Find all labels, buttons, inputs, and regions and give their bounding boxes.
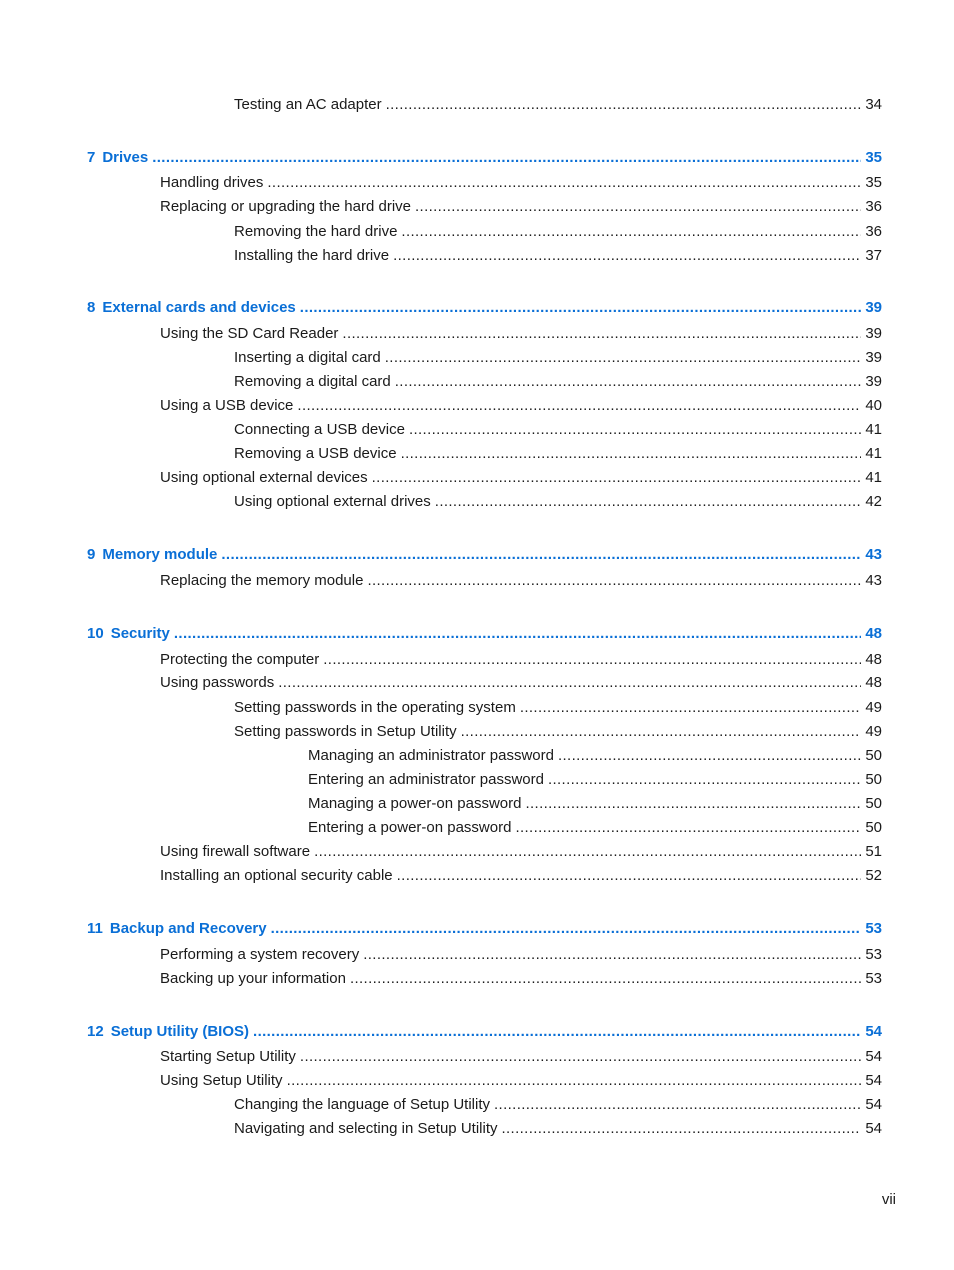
dot-leader: [515, 818, 861, 838]
toc-entry-title: Inserting a digital card: [234, 349, 381, 366]
dot-leader: [397, 866, 862, 886]
toc-page-number: 53: [865, 946, 882, 963]
toc-entry[interactable]: [234, 1095, 882, 1115]
toc-entry[interactable]: [234, 492, 882, 512]
toc-entry[interactable]: [160, 571, 882, 591]
dot-leader: [409, 420, 861, 440]
toc-page-number: 39: [865, 299, 882, 316]
chapter-number: 8: [87, 299, 96, 316]
toc-page-number: 48: [865, 674, 882, 691]
toc-page-number: 54: [865, 1023, 882, 1040]
toc-entry-title: Using optional external drives: [234, 493, 431, 510]
toc-entry[interactable]: [160, 468, 882, 488]
toc-entry-title: Using Setup Utility: [160, 1072, 283, 1089]
toc-entry[interactable]: [308, 818, 882, 838]
chapter-title: Security: [110, 625, 170, 642]
toc-page-number: 54: [865, 1048, 882, 1065]
chapter-number: 12: [87, 1023, 104, 1040]
dot-leader: [461, 722, 862, 742]
chapter-title: External cards and devices: [102, 299, 296, 316]
toc-entry-title: Removing a digital card: [234, 373, 391, 390]
toc-page-number: 42: [865, 493, 882, 510]
toc-entry-title: [87, 298, 300, 318]
toc-page-number: 48: [865, 651, 882, 668]
toc-entry[interactable]: [308, 770, 882, 790]
toc-chapter-entry[interactable]: [87, 919, 882, 939]
dot-leader: [323, 650, 861, 670]
dot-leader: [221, 545, 861, 565]
toc-chapter-entry[interactable]: [87, 624, 882, 644]
chapter-title: Setup Utility (BIOS): [110, 1023, 250, 1040]
toc-entry[interactable]: [160, 197, 882, 217]
dot-leader: [267, 173, 861, 193]
chapter-title: Memory module: [102, 546, 218, 563]
dot-leader: [372, 468, 862, 488]
toc-entry[interactable]: [160, 173, 882, 193]
chapter-number: 7: [87, 149, 96, 166]
toc-page-number: 41: [865, 445, 882, 462]
toc-entry-title: Replacing or upgrading the hard drive: [160, 198, 411, 215]
chapter-title: Backup and Recovery: [109, 920, 267, 937]
toc-entry[interactable]: [160, 866, 882, 886]
dot-leader: [271, 919, 862, 939]
chapter-number: 11: [87, 920, 103, 937]
toc-entry-title: Performing a system recovery: [160, 946, 360, 963]
toc-entry-title: Managing a power-on password: [308, 795, 522, 812]
chapter-number: 10: [87, 625, 104, 642]
toc-page-number: 50: [865, 819, 882, 836]
toc-entry[interactable]: [160, 650, 882, 670]
toc-chapter-entry[interactable]: [87, 148, 882, 168]
toc-page-number: 50: [865, 795, 882, 812]
dot-leader: [363, 945, 861, 965]
toc-page-number: 36: [865, 223, 882, 240]
toc-entry-title: Testing an AC adapter: [234, 96, 382, 113]
dot-leader: [401, 222, 861, 242]
toc-page-number: 50: [865, 747, 882, 764]
page-number: vii: [881, 1191, 896, 1208]
toc-entry[interactable]: [308, 794, 882, 814]
toc-entry[interactable]: [234, 722, 882, 742]
dot-leader: [393, 246, 861, 266]
toc-entry[interactable]: [234, 95, 882, 115]
dot-leader: [253, 1022, 861, 1042]
toc-chapter-entry[interactable]: [87, 1022, 882, 1042]
toc-entry-title: Using a USB device: [160, 397, 294, 414]
toc-page-number: 40: [865, 397, 882, 414]
dot-leader: [174, 624, 861, 644]
dot-leader: [525, 794, 861, 814]
toc-entry[interactable]: [160, 1047, 882, 1067]
dot-leader: [367, 571, 861, 591]
toc-entry-title: Installing an optional security cable: [160, 867, 393, 884]
dot-leader: [386, 95, 862, 115]
toc-entry-title: Setting passwords in the operating system: [234, 699, 516, 716]
dot-leader: [395, 372, 862, 392]
toc-page-number: 54: [865, 1096, 882, 1113]
toc-page-number: 50: [865, 771, 882, 788]
toc-entry-title: [87, 624, 174, 644]
dot-leader: [385, 348, 862, 368]
dot-leader: [297, 396, 861, 416]
toc-page-number: 34: [865, 96, 882, 113]
toc-entry[interactable]: [234, 1119, 882, 1139]
toc-entry-title: Setting passwords in Setup Utility: [234, 723, 457, 740]
toc-page-number: 48: [865, 625, 882, 642]
toc-entry[interactable]: [160, 396, 882, 416]
toc-entry-title: Entering a power-on password: [308, 819, 512, 836]
toc-entry-title: Using firewall software: [160, 843, 311, 860]
toc-entry[interactable]: [234, 222, 882, 242]
toc-chapter-entry[interactable]: [87, 545, 882, 565]
dot-leader: [558, 746, 861, 766]
toc-entry[interactable]: [234, 372, 882, 392]
toc-entry[interactable]: [160, 945, 882, 965]
toc-entry-title: Changing the language of Setup Utility: [234, 1096, 491, 1113]
toc-entry-title: Managing an administrator password: [308, 747, 554, 764]
toc-entry[interactable]: [234, 698, 882, 718]
toc-entry[interactable]: [308, 746, 882, 766]
toc-page-number: 35: [865, 174, 882, 191]
toc-entry-title: Protecting the computer: [160, 651, 320, 668]
toc-page-number: 54: [865, 1120, 882, 1137]
toc-page-number: 41: [865, 469, 882, 486]
dot-leader: [342, 324, 861, 344]
toc-entry-title: [87, 919, 271, 939]
dot-leader: [287, 1071, 862, 1091]
toc-entry-title: Connecting a USB device: [234, 421, 405, 438]
toc-entry-title: Using optional external devices: [160, 469, 368, 486]
toc-entry-title: Installing the hard drive: [234, 247, 390, 264]
toc-page-number: 52: [865, 867, 882, 884]
dot-leader: [401, 444, 862, 464]
toc-page-number: 35: [865, 149, 882, 166]
toc-page-number: 51: [865, 843, 882, 860]
toc-entry-title: Handling drives: [160, 174, 264, 191]
toc-page-number: 39: [865, 349, 882, 366]
toc-page-number: 54: [865, 1072, 882, 1089]
dot-leader: [494, 1095, 861, 1115]
toc-entry-title: Using the SD Card Reader: [160, 325, 339, 342]
toc-page-number: 53: [865, 920, 882, 937]
toc-entry[interactable]: [160, 842, 882, 862]
dot-leader: [152, 148, 861, 168]
toc-page-number: 39: [865, 325, 882, 342]
dot-leader: [501, 1119, 861, 1139]
toc-page-number: 37: [865, 247, 882, 264]
chapter-number: 9: [87, 546, 96, 563]
toc-chapter-entry[interactable]: [87, 298, 882, 318]
dot-leader: [278, 673, 861, 693]
toc-entry[interactable]: [160, 1071, 882, 1091]
dot-leader: [548, 770, 861, 790]
toc-page-number: 49: [865, 723, 882, 740]
chapter-title: Drives: [102, 149, 149, 166]
toc-entry-title: Replacing the memory module: [160, 572, 364, 589]
dot-leader: [415, 197, 861, 217]
toc-entry-title: Entering an administrator password: [308, 771, 544, 788]
dot-leader: [300, 1047, 861, 1067]
toc-entry-title: [87, 1022, 253, 1042]
dot-leader: [520, 698, 861, 718]
toc-entry-title: Removing the hard drive: [234, 223, 398, 240]
toc-entry-title: Using passwords: [160, 674, 275, 691]
toc-entry-title: Removing a USB device: [234, 445, 397, 462]
toc-entry-title: Navigating and selecting in Setup Utility: [234, 1120, 498, 1137]
toc-entry[interactable]: [234, 246, 882, 266]
toc-entry-title: [87, 545, 221, 565]
toc-page-number: 43: [865, 546, 882, 563]
toc-entry-title: Backing up your information: [160, 970, 346, 987]
toc-entry[interactable]: [234, 444, 882, 464]
toc-entry[interactable]: [160, 324, 882, 344]
dot-leader: [350, 969, 861, 989]
dot-leader: [435, 492, 862, 512]
toc-page-number: 49: [865, 699, 882, 716]
toc-entry-title: Starting Setup Utility: [160, 1048, 296, 1065]
toc-entry[interactable]: [160, 969, 882, 989]
toc-entry[interactable]: [234, 348, 882, 368]
dot-leader: [314, 842, 861, 862]
toc-page-number: 39: [865, 373, 882, 390]
toc-page-number: 41: [865, 421, 882, 438]
toc-page-number: 53: [865, 970, 882, 987]
toc-entry-title: [87, 148, 152, 168]
dot-leader: [300, 298, 862, 318]
toc-entry[interactable]: [160, 673, 882, 693]
toc-entry[interactable]: [234, 420, 882, 440]
toc-page-number: 36: [865, 198, 882, 215]
toc-page-number: 43: [865, 572, 882, 589]
